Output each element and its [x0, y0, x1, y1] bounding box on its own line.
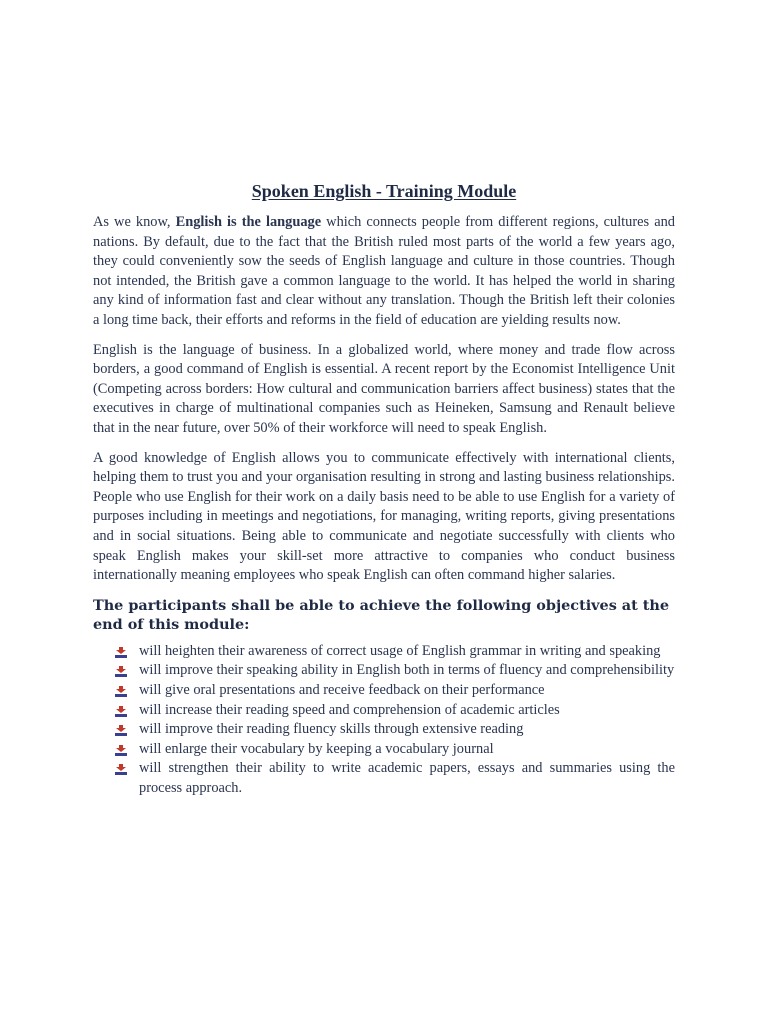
objective-text: will heighten their awareness of correct usage of English grammar in writing and speaking — [139, 642, 661, 659]
objective-text: will give oral presentations and receive feedback on their performance — [139, 682, 545, 699]
objective-text: will increase their reading speed and comprehension of academic articles — [139, 701, 560, 718]
arrow-down-bar-icon — [115, 706, 127, 717]
paragraph-intro-lead: As we know, — [93, 214, 176, 230]
paragraph-business: English is the language of business. In a globalized world, where money and trade flow across borders, a good command of English is essential. A recent report by the Economist Intelligence Unit (Competing across borders: How cultural and communication barriers affect business) states that the executives in charge of multinational companies such as Heineken, Samsung and Renault believe that in the near future, over 50% of their workforce will need to speak English. — [93, 341, 675, 436]
arrow-down-bar-icon — [115, 647, 127, 658]
arrow-down-bar-icon — [115, 745, 127, 756]
arrow-down-bar-icon — [115, 666, 127, 677]
document-page — [93, 178, 675, 799]
objective-item — [93, 759, 675, 798]
paragraph-intro-rest: which connects people from different regions, cultures and nations. By default, due to the fact that the British ruled most parts of the world a few years ago, they could conveniently sow the seeds of English language and culture in those countries. Though not intended, the British gave a common language to the world. It has helped the world in sharing any kind of information fast and clear without any translation. Though the British left their colonies a long time back, their efforts and reforms in the field of education are yielding results now. — [93, 214, 675, 328]
paragraph-intro-bold: English is the language — [175, 214, 322, 230]
objective-item — [93, 681, 675, 701]
objective-text: will improve their speaking ability in English both in terms of fluency and comprehensibility — [139, 662, 675, 679]
arrow-down-bar-icon — [115, 725, 127, 736]
paragraph-intro — [93, 213, 675, 331]
objective-text: will improve their reading fluency skills through extensive reading — [139, 721, 524, 738]
objectives-heading: The participants shall be able to achieve the following objectives at the end of this module: — [93, 596, 670, 634]
arrow-down-bar-icon — [115, 686, 127, 697]
paragraph-knowledge: A good knowledge of English allows you to communicate effectively with international clients, helping them to trust you and your organisation resulting in strong and lasting business relationships. People who use English for their work on a daily basis need to be able to use English for a variety of purposes including in meetings and negotiations, for managing, writing reports, giving presentations and in social situations. Being able to communicate and negotiate successfully with clients who speak English makes your skill-set more attractive to companies who conduct business internationally meaning employees who speak English can often command higher salaries. — [93, 449, 675, 584]
arrow-down-bar-icon — [115, 764, 127, 775]
objective-text: will enlarge their vocabulary by keeping a vocabulary journal — [139, 740, 494, 757]
objective-item — [93, 661, 675, 681]
objective-item — [93, 701, 675, 721]
objective-item — [93, 642, 675, 662]
objective-text: will strengthen their ability to write academic papers, essays and summaries using the process approach. — [139, 760, 675, 797]
objectives-list — [93, 642, 675, 799]
objective-item — [93, 720, 675, 740]
objective-item — [93, 740, 675, 760]
document-title: Spoken English - Training Module — [251, 181, 517, 201]
